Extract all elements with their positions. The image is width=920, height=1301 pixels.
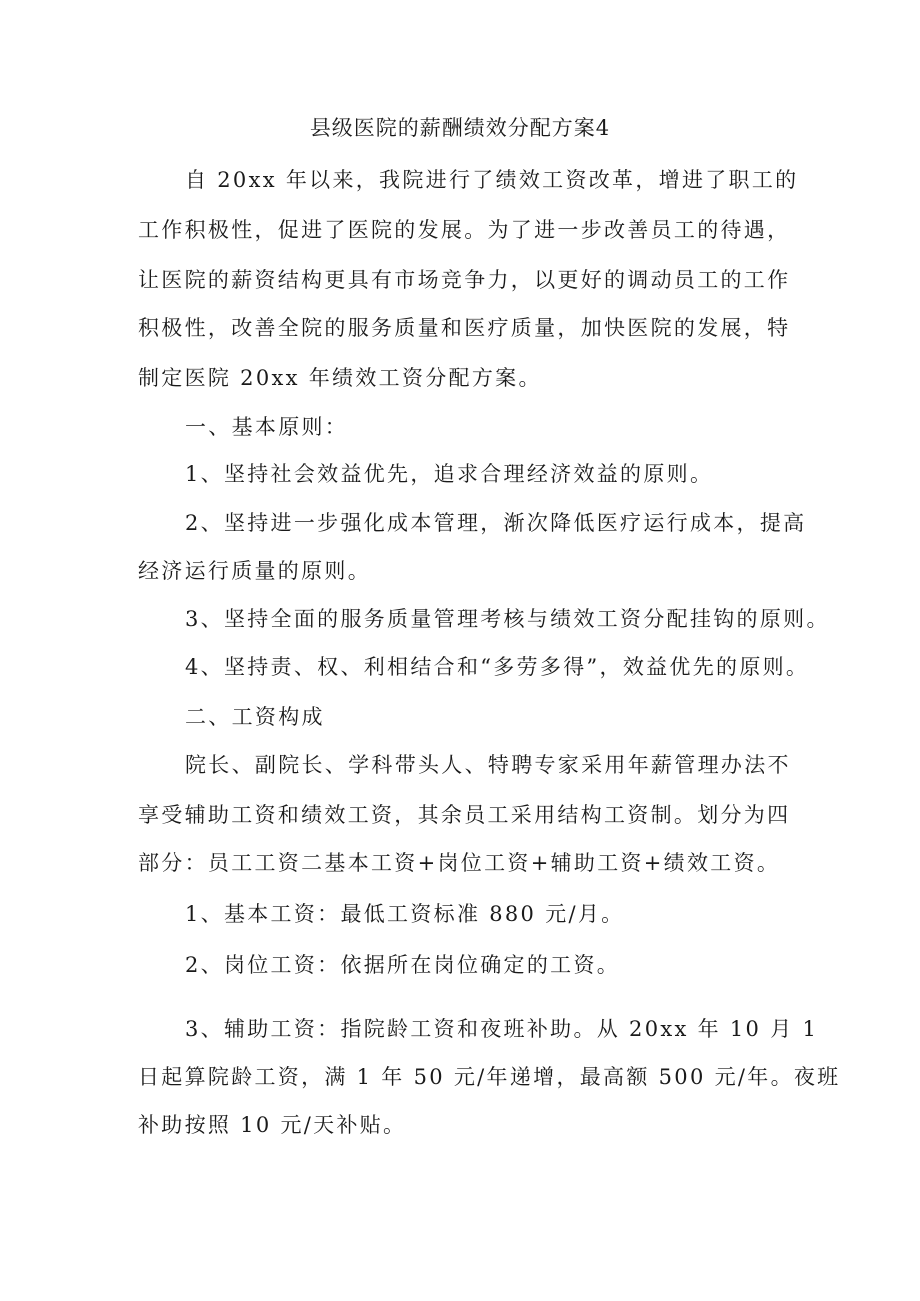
salary-item-auxiliary-continuation: 日起算院龄工资，满 1 年 50 元/年递增，最高额 500 元/年。夜班 bbox=[138, 1065, 841, 1089]
principle-item: 2、坚持进一步强化成本管理，渐次降低医疗运行成本，提高 bbox=[185, 511, 807, 535]
principle-item: 1、坚持社会效益优先，追求合理经济效益的原则。 bbox=[185, 462, 714, 486]
section-heading-salary-structure: 二、工资构成 bbox=[185, 705, 325, 729]
intro-line: 制定医院 20xx 年绩效工资分配方案。 bbox=[138, 366, 542, 390]
salary-item-auxiliary-continuation: 补助按照 10 元/天补贴。 bbox=[138, 1113, 407, 1137]
salary-item-auxiliary: 3、辅助工资：指院龄工资和夜班补助。从 20xx 年 10 月 1 bbox=[185, 1017, 819, 1041]
document-title: 县级医院的薪酬绩效分配方案4 bbox=[309, 116, 611, 140]
salary-item-basic: 1、基本工资：最低工资标准 880 元/月。 bbox=[185, 902, 625, 926]
principle-item: 4、坚持责、权、利相结合和“多劳多得”，效益优先的原则。 bbox=[185, 655, 810, 679]
salary-item-position: 2、岗位工资：依据所在岗位确定的工资。 bbox=[185, 953, 621, 977]
intro-line: 让医院的薪资结构更具有市场竞争力，以更好的调动员工的工作 bbox=[138, 268, 791, 292]
intro-line: 积极性，改善全院的服务质量和医疗质量，加快医院的发展，特 bbox=[138, 316, 791, 340]
section-heading-principles: 一、基本原则： bbox=[185, 415, 349, 439]
structure-line: 院长、副院长、学科带头人、特聘专家采用年薪管理办法不 bbox=[185, 753, 791, 777]
intro-line: 自 20xx 年以来，我院进行了绩效工资改革，增进了职工的 bbox=[185, 168, 799, 192]
structure-line: 部分：员工工资二基本工资+岗位工资+辅助工资+绩效工资。 bbox=[138, 851, 781, 875]
principle-item: 3、坚持全面的服务质量管理考核与绩效工资分配挂钩的原则。 bbox=[185, 607, 830, 631]
intro-line: 工作积极性，促进了医院的发展。为了进一步改善员工的待遇， bbox=[138, 218, 791, 242]
principle-item-continuation: 经济运行质量的原则。 bbox=[138, 559, 371, 583]
structure-line: 享受辅助工资和绩效工资，其余员工采用结构工资制。划分为四 bbox=[138, 803, 791, 827]
